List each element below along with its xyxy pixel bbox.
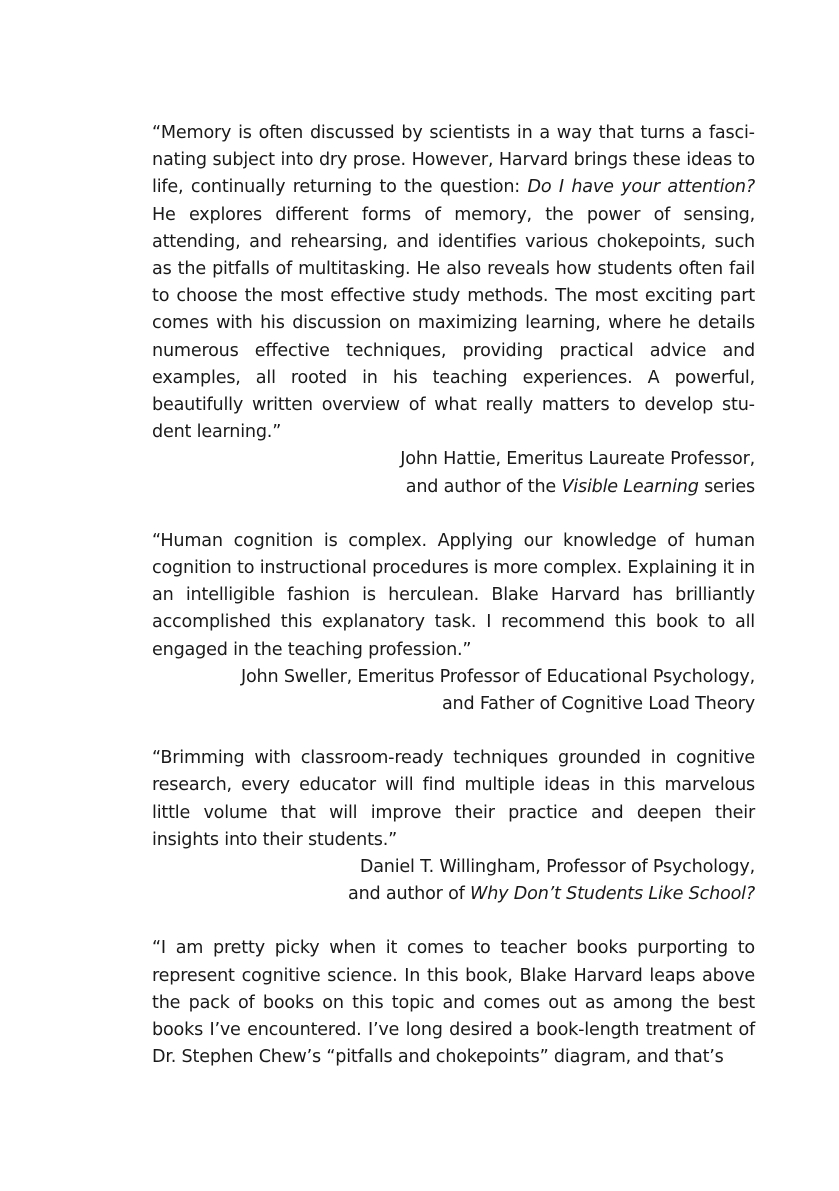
attribution-credit: and author of Why Don’t Students Like School? <box>348 884 755 905</box>
attribution-name-title: Daniel T. Willingham, Professor of Psychology, <box>359 857 755 878</box>
endorsement-willingham <box>152 745 755 908</box>
endorsement-hattie <box>152 120 755 501</box>
attribution-book-title: Why Don’t Students Like School? <box>470 884 755 905</box>
endorsement-continued <box>152 935 755 1071</box>
book-question-italic: Do I have your attention? <box>527 177 755 198</box>
endorsement-attribution <box>152 854 755 908</box>
attribution-book-title: Visible Learning <box>561 476 699 497</box>
endorsement-quote: “Human cognition is complex. Applying our knowledge of human cognition to instructional procedures is more complex. Explaining it in an intelligible fashion is herculean. Blake Harvard has brilliantly accomplished this explanatory task. I recommend this book to all engaged in the teaching profession.” <box>152 530 755 660</box>
endorsement-quote: “I am pretty picky when it comes to teacher books purporting to represent cognitive science. In this book, Blake Harvard leaps above the pack of books on this topic and comes out as among the best books I’ve encountered. I’ve long desired a book-length treatment of Dr. Stephen Chew’s “pitfalls and chokepoints” diagram, and that’s <box>152 938 755 1068</box>
attribution-credit: and Father of Cognitive Load Theory <box>441 694 755 715</box>
endorsement-sweller <box>152 528 755 718</box>
attribution-credit: and author of the Visible Learning series <box>405 476 755 497</box>
endorsements-page <box>152 120 755 1099</box>
endorsement-attribution <box>152 664 755 718</box>
endorsement-attribution <box>152 446 755 500</box>
endorsement-quote: “Memory is often discussed by scientists in a way that turns a fascinating subject into dry prose. However, Harvard brings these ideas to life, continually returning to the question: Do I have your attention? He explores different forms of memory, the power of sensing, attending, and rehearsing, and identifies various chokepoints, such as the pitfalls of multitasking. He also reveals how students often fail to choose the most effective study methods. The most exciting part comes with his discussion on maximizing learning, where he details numerous effective techniques, providing practical advice and examples, all rooted in his teaching experiences. A powerful, beautifully written overview of what really matters to develop student learning.” <box>152 123 755 443</box>
endorsement-quote: “Brimming with classroom-ready techniques grounded in cognitive research, every educator will find multiple ideas in this marvelous little volume that will improve their practice and deepen their insights into their students.” <box>152 748 755 850</box>
attribution-name-title: John Hattie, Emeritus Laureate Professor, <box>400 449 755 470</box>
attribution-name-title: John Sweller, Emeritus Professor of Educational Psychology, <box>240 666 755 687</box>
